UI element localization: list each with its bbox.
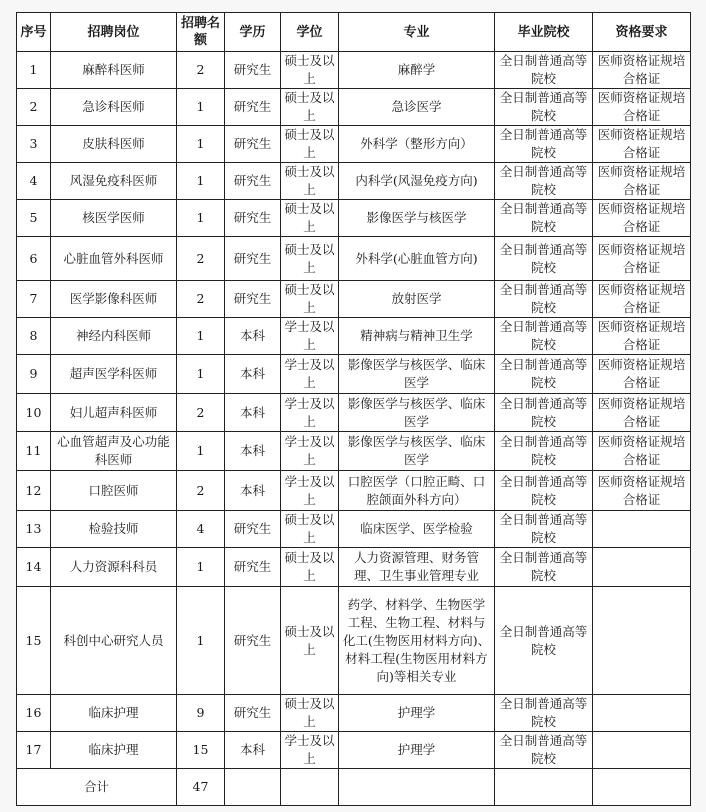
table-row [17,695,691,732]
total-empty-cell [593,769,691,806]
total-label: 合计 [17,769,177,806]
cell-requirement [593,587,691,695]
cell-education: 本科 [225,732,281,769]
cell-position: 神经内科医师 [51,318,177,355]
cell-major: 外科学（整形方向） [339,126,495,163]
cell-education: 研究生 [225,587,281,695]
table-row [17,163,691,200]
cell-degree: 学士及以上 [281,394,339,432]
cell-education: 研究生 [225,126,281,163]
cell-major: 口腔医学（口腔正畸、口腔颌面外科方向） [339,471,495,511]
cell-count: 1 [177,587,225,695]
cell-count: 15 [177,732,225,769]
cell-position: 临床护理 [51,732,177,769]
cell-major: 影像医学与核医学、临床医学 [339,432,495,471]
cell-major: 放射医学 [339,281,495,318]
cell-requirement: 医师资格证规培合格证 [593,89,691,126]
cell-school: 全日制普通高等院校 [495,471,593,511]
cell-position: 人力资源科科员 [51,548,177,587]
cell-education: 本科 [225,394,281,432]
cell-major: 药学、材料学、生物医学工程、生物工程、材料与化工(生物医用材料方向)、材料工程(生物医用材料方向)等相关专业 [339,587,495,695]
cell-no: 6 [17,237,51,281]
cell-position: 心血管超声及心功能科医师 [51,432,177,471]
table-row [17,471,691,511]
cell-requirement: 医师资格证规培合格证 [593,281,691,318]
cell-major: 人力资源管理、财务管理、卫生事业管理专业 [339,548,495,587]
cell-position: 麻醉科医师 [51,52,177,89]
cell-no: 2 [17,89,51,126]
header-major: 专业 [339,13,495,52]
cell-requirement [593,548,691,587]
cell-education: 研究生 [225,89,281,126]
cell-position: 科创中心研究人员 [51,587,177,695]
cell-education: 研究生 [225,52,281,89]
header-school: 毕业院校 [495,13,593,52]
cell-degree: 硕士及以上 [281,200,339,237]
cell-school: 全日制普通高等院校 [495,355,593,394]
cell-school: 全日制普通高等院校 [495,548,593,587]
total-empty-cell [225,769,281,806]
header-degree: 学位 [281,13,339,52]
cell-count: 2 [177,394,225,432]
cell-no: 17 [17,732,51,769]
cell-no: 4 [17,163,51,200]
cell-major: 精神病与精神卫生学 [339,318,495,355]
cell-school: 全日制普通高等院校 [495,237,593,281]
cell-position: 检验技师 [51,511,177,548]
cell-school: 全日制普通高等院校 [495,281,593,318]
cell-school: 全日制普通高等院校 [495,126,593,163]
cell-count: 2 [177,281,225,318]
cell-requirement [593,695,691,732]
cell-no: 8 [17,318,51,355]
header-row [17,13,691,52]
cell-position: 超声医学科医师 [51,355,177,394]
table-row [17,732,691,769]
cell-education: 本科 [225,432,281,471]
cell-degree: 硕士及以上 [281,237,339,281]
table-row [17,89,691,126]
cell-no: 11 [17,432,51,471]
cell-requirement [593,511,691,548]
recruitment-table [16,12,691,806]
cell-degree: 硕士及以上 [281,89,339,126]
cell-school: 全日制普通高等院校 [495,394,593,432]
cell-position: 口腔医师 [51,471,177,511]
cell-requirement: 医师资格证规培合格证 [593,163,691,200]
cell-degree: 硕士及以上 [281,587,339,695]
cell-position: 急诊科医师 [51,89,177,126]
cell-requirement: 医师资格证规培合格证 [593,355,691,394]
cell-position: 心脏血管外科医师 [51,237,177,281]
cell-requirement: 医师资格证规培合格证 [593,126,691,163]
cell-position: 妇儿超声科医师 [51,394,177,432]
cell-requirement: 医师资格证规培合格证 [593,394,691,432]
header-no: 序号 [17,13,51,52]
cell-degree: 学士及以上 [281,732,339,769]
cell-count: 1 [177,200,225,237]
cell-degree: 硕士及以上 [281,281,339,318]
cell-education: 研究生 [225,281,281,318]
cell-education: 研究生 [225,511,281,548]
cell-education: 研究生 [225,237,281,281]
cell-count: 1 [177,318,225,355]
cell-school: 全日制普通高等院校 [495,163,593,200]
cell-no: 9 [17,355,51,394]
cell-degree: 学士及以上 [281,432,339,471]
table-row [17,587,691,695]
table-row [17,548,691,587]
cell-school: 全日制普通高等院校 [495,318,593,355]
cell-school: 全日制普通高等院校 [495,89,593,126]
cell-requirement: 医师资格证规培合格证 [593,237,691,281]
cell-no: 5 [17,200,51,237]
cell-count: 4 [177,511,225,548]
cell-education: 研究生 [225,200,281,237]
cell-major: 影像医学与核医学 [339,200,495,237]
header-requirement: 资格要求 [593,13,691,52]
cell-count: 2 [177,52,225,89]
table-row [17,511,691,548]
header-count: 招聘名额 [177,13,225,52]
cell-school: 全日制普通高等院校 [495,587,593,695]
cell-education: 研究生 [225,163,281,200]
cell-count: 1 [177,548,225,587]
total-row [17,769,691,806]
total-count: 47 [177,769,225,806]
cell-degree: 硕士及以上 [281,52,339,89]
table-row [17,318,691,355]
cell-education: 研究生 [225,695,281,732]
cell-no: 14 [17,548,51,587]
cell-major: 内科学(风湿免疫方向) [339,163,495,200]
cell-no: 7 [17,281,51,318]
cell-degree: 学士及以上 [281,355,339,394]
cell-requirement [593,732,691,769]
cell-position: 风湿免疫科医师 [51,163,177,200]
cell-count: 2 [177,237,225,281]
cell-degree: 硕士及以上 [281,126,339,163]
cell-position: 核医学医师 [51,200,177,237]
cell-no: 13 [17,511,51,548]
cell-count: 1 [177,432,225,471]
cell-requirement: 医师资格证规培合格证 [593,52,691,89]
table-row [17,432,691,471]
cell-position: 医学影像科医师 [51,281,177,318]
cell-count: 2 [177,471,225,511]
cell-no: 15 [17,587,51,695]
cell-education: 研究生 [225,548,281,587]
header-position: 招聘岗位 [51,13,177,52]
cell-education: 本科 [225,471,281,511]
cell-school: 全日制普通高等院校 [495,200,593,237]
total-empty-cell [495,769,593,806]
table-body [17,52,691,769]
cell-position: 临床护理 [51,695,177,732]
table-row [17,126,691,163]
cell-school: 全日制普通高等院校 [495,695,593,732]
table-row [17,52,691,89]
cell-school: 全日制普通高等院校 [495,511,593,548]
cell-position: 皮肤科医师 [51,126,177,163]
table-row [17,394,691,432]
cell-degree: 硕士及以上 [281,511,339,548]
cell-degree: 硕士及以上 [281,548,339,587]
total-empty-cell [339,769,495,806]
cell-no: 16 [17,695,51,732]
cell-degree: 硕士及以上 [281,163,339,200]
cell-major: 麻醉学 [339,52,495,89]
cell-no: 3 [17,126,51,163]
header-education: 学历 [225,13,281,52]
cell-count: 1 [177,126,225,163]
cell-count: 1 [177,163,225,200]
cell-major: 影像医学与核医学、临床医学 [339,355,495,394]
cell-degree: 学士及以上 [281,318,339,355]
cell-education: 本科 [225,355,281,394]
cell-degree: 硕士及以上 [281,695,339,732]
table-row [17,237,691,281]
cell-degree: 学士及以上 [281,471,339,511]
table-row [17,281,691,318]
cell-education: 本科 [225,318,281,355]
cell-major: 急诊医学 [339,89,495,126]
cell-major: 外科学(心脏血管方向) [339,237,495,281]
cell-requirement: 医师资格证规培合格证 [593,471,691,511]
table-row [17,355,691,394]
cell-major: 影像医学与核医学、临床医学 [339,394,495,432]
cell-school: 全日制普通高等院校 [495,52,593,89]
cell-requirement: 医师资格证规培合格证 [593,432,691,471]
cell-no: 10 [17,394,51,432]
cell-count: 9 [177,695,225,732]
cell-requirement: 医师资格证规培合格证 [593,318,691,355]
total-empty-cell [281,769,339,806]
cell-major: 护理学 [339,695,495,732]
table-row [17,200,691,237]
cell-count: 1 [177,89,225,126]
cell-school: 全日制普通高等院校 [495,732,593,769]
cell-count: 1 [177,355,225,394]
cell-no: 1 [17,52,51,89]
cell-major: 护理学 [339,732,495,769]
cell-no: 12 [17,471,51,511]
cell-major: 临床医学、医学检验 [339,511,495,548]
cell-requirement: 医师资格证规培合格证 [593,200,691,237]
cell-school: 全日制普通高等院校 [495,432,593,471]
